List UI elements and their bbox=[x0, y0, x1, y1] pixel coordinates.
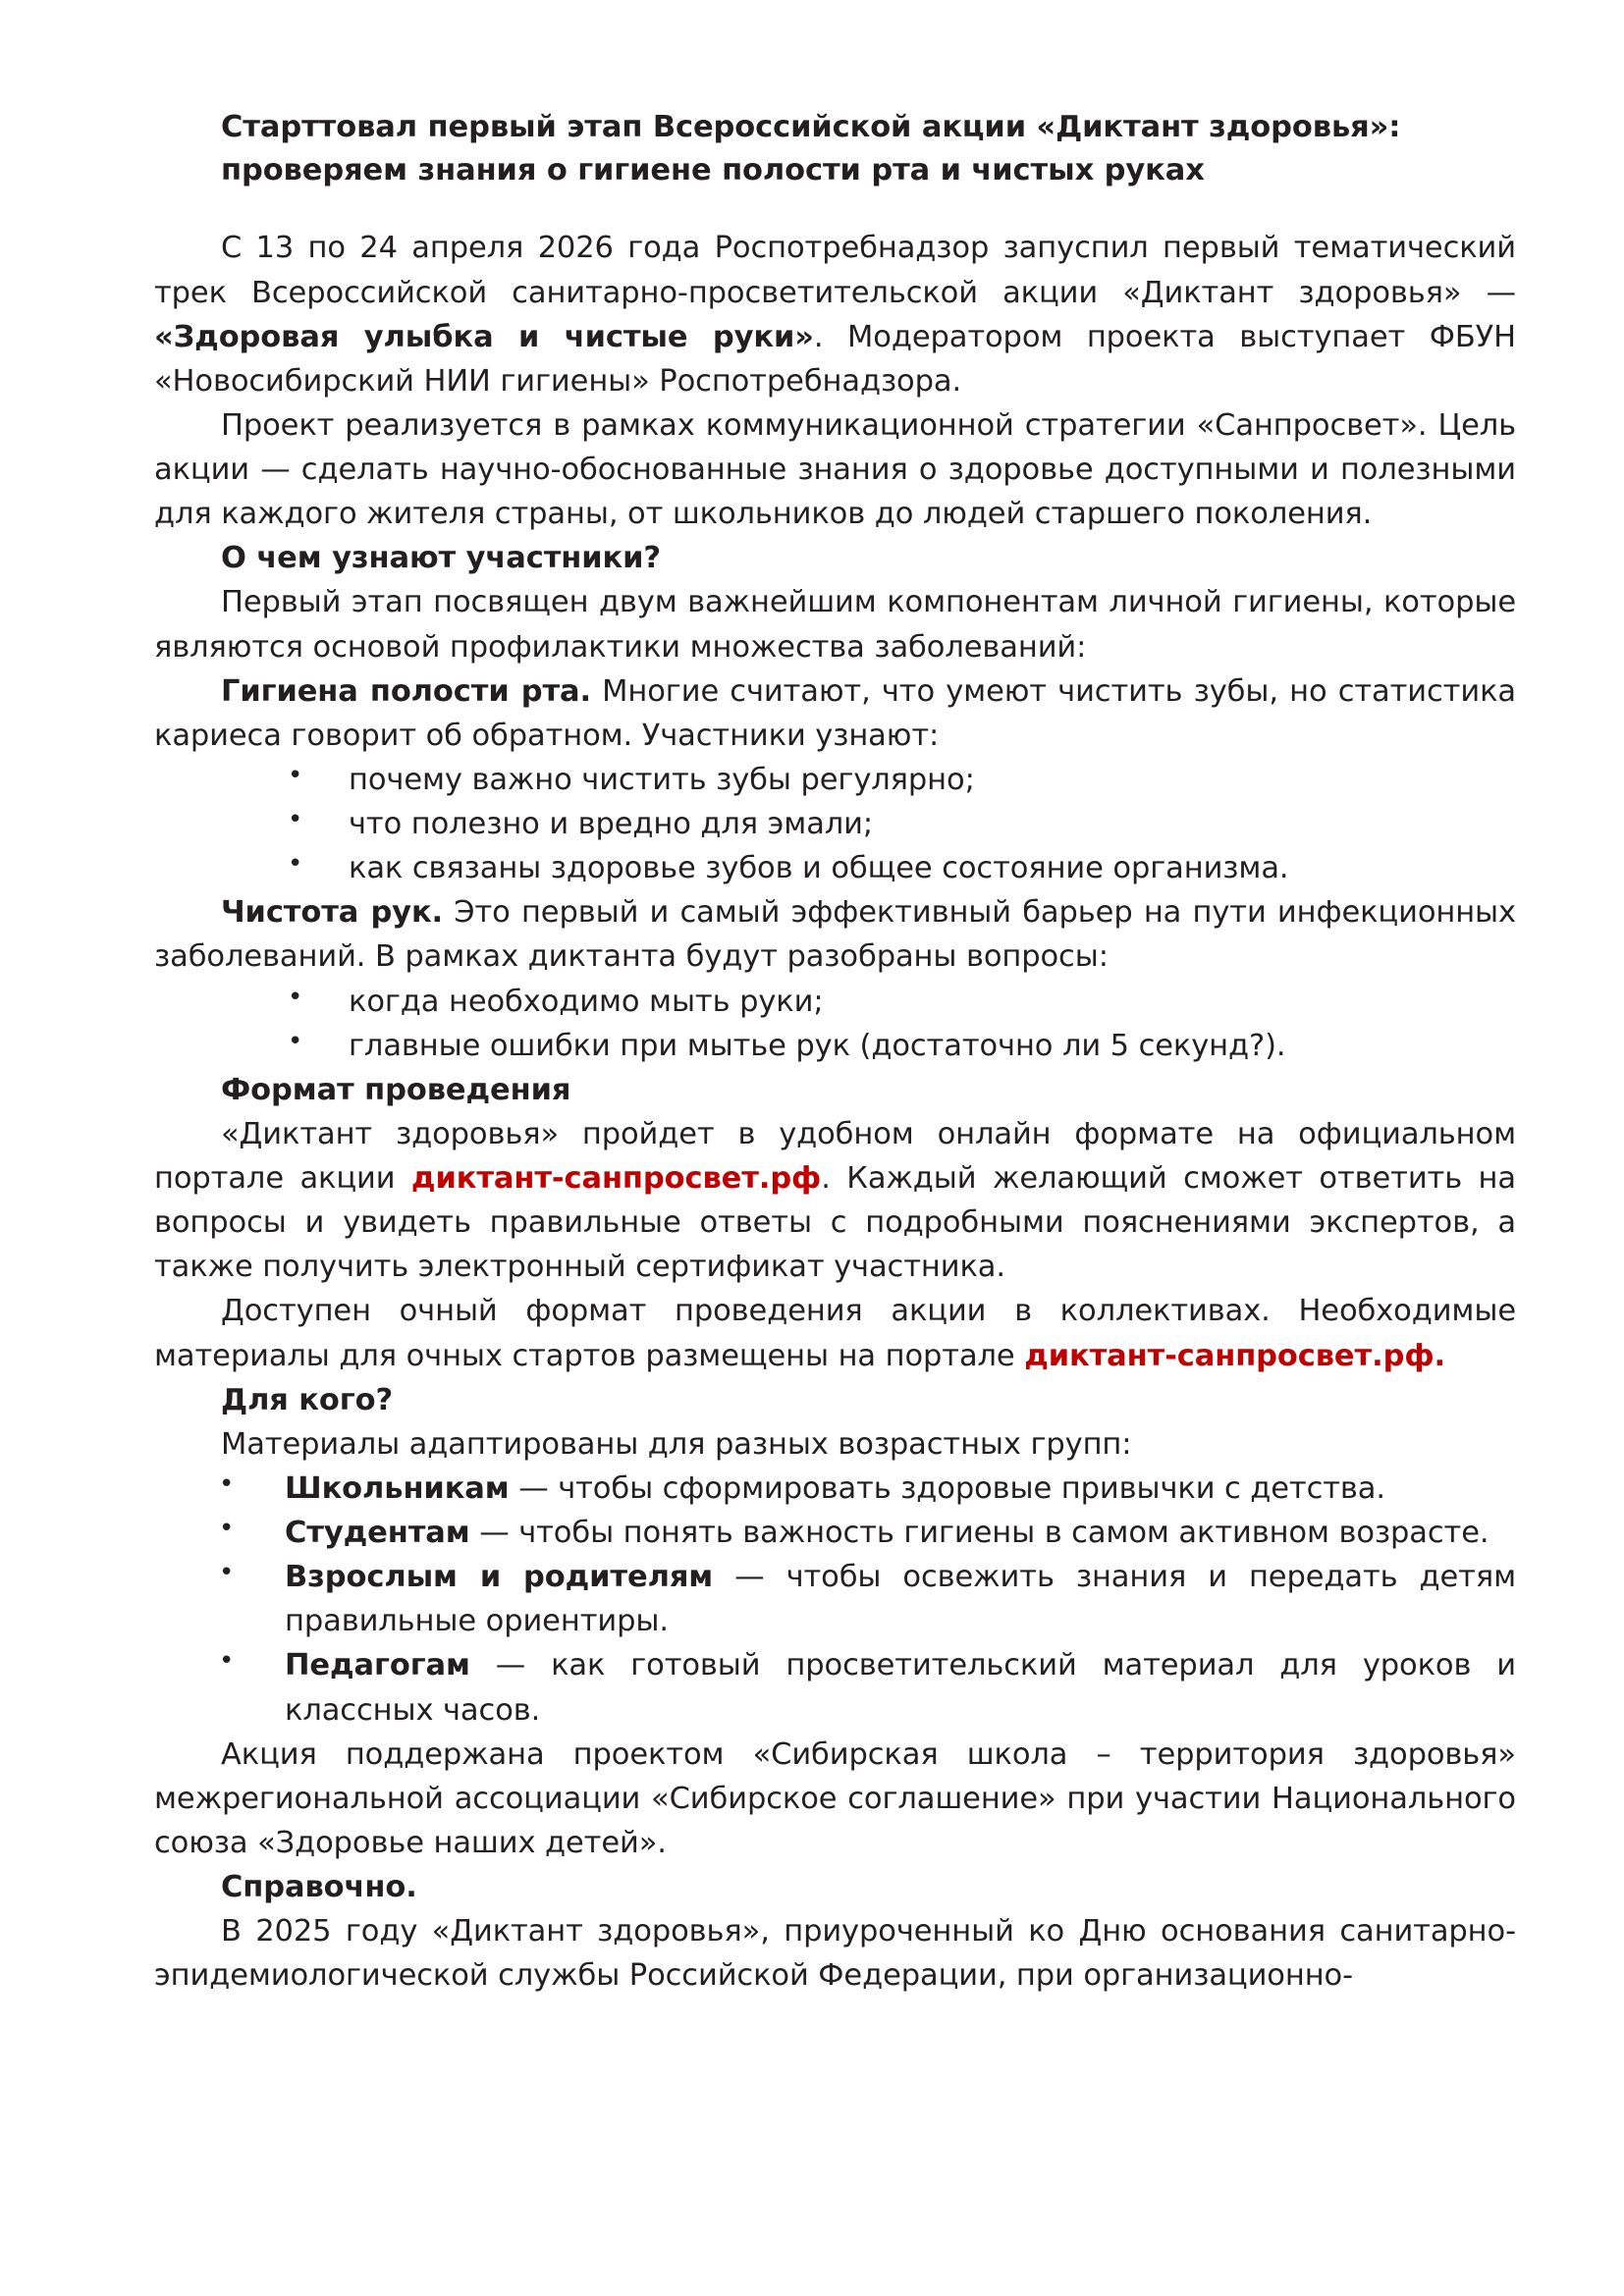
list-item: • почему важно чистить зубы регулярно; bbox=[154, 758, 1516, 802]
audience-text: — чтобы понять важность гигиены в самом активном возрасте. bbox=[469, 1516, 1489, 1551]
audience-text: — как готовый просветительский материал для уроков и классных часов. bbox=[285, 1648, 1516, 1728]
paragraph-reference: В 2025 году «Диктант здоровья», приуроченный ко Дню основания санитарно-эпидемиологической службы Российской Федерации, при организационно- bbox=[154, 1914, 1516, 1994]
hand-hygiene-label: Чистота рук. bbox=[221, 895, 444, 931]
online-format-text-a: «Диктант здоровья» пройдет в удобном онлайн формате на официальном портале акции bbox=[154, 1116, 1516, 1197]
heading-format: Формат проведения bbox=[221, 1072, 571, 1107]
audience-bullet-list bbox=[154, 1467, 1516, 1733]
audience-label: Педагогам bbox=[285, 1648, 470, 1683]
oral-hygiene-text: Многие считают, что умеют чистить зубы, но статистика кариеса говорит об обратном. Участники узнают: bbox=[154, 673, 1516, 753]
list-item: • что полезно и вредно для эмали; bbox=[154, 802, 1516, 846]
hand-hygiene-text: Это первый и самый эффективный барьер на пути инфекционных заболеваний. В рамках диктанта будут разобраны вопросы: bbox=[154, 895, 1516, 975]
document-body bbox=[154, 106, 1516, 1998]
paragraph-participants-lead: Первый этап посвящен двум важнейшим компонентам личной гигиены, которые являются основой профилактики множества заболеваний: bbox=[154, 585, 1516, 665]
paragraph-strategy: Проект реализуется в рамках коммуникационной стратегии «Санпросвет». Цель акции — сделать научно-обоснованные знания о здоровье доступными и полезными для каждого жителя страны, от школьников до людей старшего поколения. bbox=[154, 407, 1516, 532]
portal-link-online[interactable]: диктант-санпросвет.рф bbox=[410, 1161, 822, 1197]
paragraph-support: Акция поддержана проектом «Сибирская школа – территория здоровья» межрегиональной ассоциации «Сибирское соглашение» при участии Национального союза «Здоровье наших детей». bbox=[154, 1736, 1516, 1860]
paragraph-hand-hygiene bbox=[154, 890, 1516, 979]
paragraph-oral-hygiene bbox=[154, 669, 1516, 758]
intro-text-part-a: С 13 по 24 апреля 2026 года Роспотребнадзор запуспил первый тематический трек Всероссийской санитарно-просветительской акции «Диктант здоровья» — bbox=[154, 231, 1516, 310]
online-format-text-b: . Каждый желающий сможет ответить на вопросы и увидеть правильные ответы с подробными пояснениями экспертов, а также получить электронный сертификат участника. bbox=[154, 1161, 1516, 1285]
intro-text-part-b: . Модератором проекта выступает ФБУН «Новосибирский НИИ гигиены» Роспотребнадзора. bbox=[154, 319, 1516, 399]
list-item bbox=[154, 1643, 1516, 1732]
document-title-line-2: проверяем знания о гигиене полости рта и чистых руках bbox=[221, 153, 1205, 188]
audience-label: Школьникам bbox=[285, 1470, 510, 1506]
audience-text: — чтобы сформировать здоровые привычки с детства. bbox=[509, 1470, 1385, 1506]
list-item: • когда необходимо мыть руки; bbox=[154, 980, 1516, 1024]
portal-link-offline[interactable]: диктант-санпросвет.рф. bbox=[1024, 1338, 1445, 1373]
hand-hygiene-bullet-list bbox=[154, 980, 1516, 1068]
audience-text: — чтобы освежить знания и передать детям правильные ориентиры. bbox=[285, 1560, 1516, 1639]
campaign-name-bold: «Здоровая улыбка и чистые руки» bbox=[154, 319, 814, 354]
audience-label: Студентам bbox=[285, 1516, 470, 1551]
list-item bbox=[154, 1555, 1516, 1643]
heading-audience: Для кого? bbox=[221, 1382, 394, 1417]
document-title-line-1: Старттовал первый этап Всероссийской акции «Диктант здоровья»: bbox=[221, 110, 1401, 144]
list-item: • как связаны здоровье зубов и общее состояние организма. bbox=[154, 846, 1516, 890]
audience-label: Взрослым и родителям bbox=[285, 1560, 714, 1595]
list-item: • главные ошибки при мытье рук (достаточно ли 5 секунд?). bbox=[154, 1024, 1516, 1068]
oral-hygiene-bullet-list bbox=[154, 758, 1516, 890]
paragraph-offline-format bbox=[154, 1289, 1516, 1377]
paragraph-online-format bbox=[154, 1112, 1516, 1290]
list-item bbox=[154, 1511, 1516, 1555]
list-item bbox=[154, 1467, 1516, 1511]
oral-hygiene-label: Гигиена полости рта. bbox=[221, 673, 591, 709]
paragraph-intro-launch bbox=[154, 226, 1516, 403]
document-title bbox=[154, 106, 1516, 192]
heading-reference: Справочно. bbox=[221, 1870, 417, 1905]
heading-what-participants-learn: О чем узнают участники? bbox=[221, 541, 661, 576]
paragraph-audience-lead: Материалы адаптированы для разных возрастных групп: bbox=[221, 1426, 1132, 1462]
offline-format-text: Доступен очный формат проведения акции в коллективах. Необходимые материалы для очных стартов размещены на портале bbox=[154, 1294, 1516, 1373]
